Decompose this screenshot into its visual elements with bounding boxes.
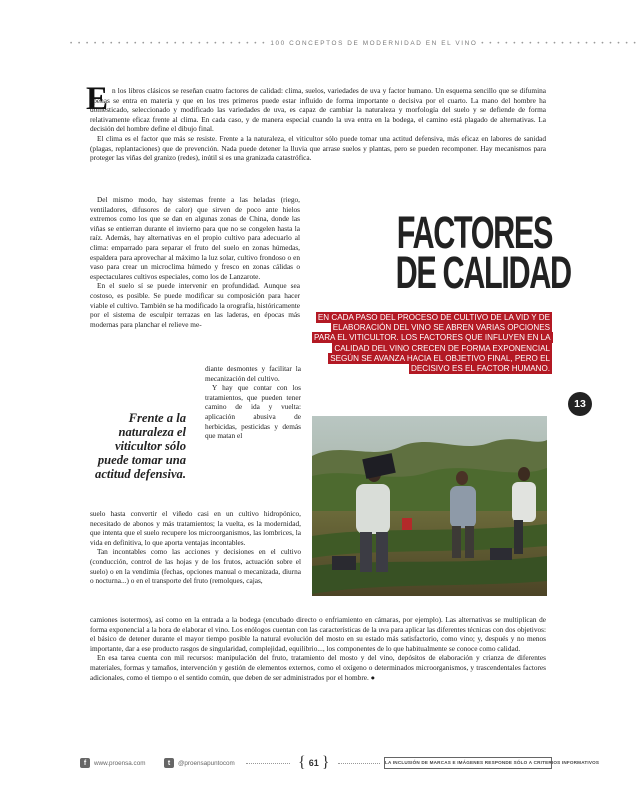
left-column bbox=[90, 195, 300, 329]
brace-right-icon: } bbox=[321, 754, 330, 771]
header-section: 100 CONCEPTOS DE MODERNIDAD EN EL VINO bbox=[270, 40, 478, 47]
facebook-icon: f bbox=[80, 758, 90, 768]
twitter-icon: t bbox=[164, 758, 174, 768]
intro-text bbox=[90, 86, 546, 163]
twitter-link[interactable] bbox=[164, 758, 235, 768]
header-dots: • • • • • • • • • • • • • • • • • • • • • • • • • bbox=[70, 40, 271, 47]
page-number-value: 61 bbox=[308, 758, 319, 768]
closing-text bbox=[90, 615, 546, 682]
closing-paragraph-1: camiones isotermos), así como en la entrada a la bodega (encubado directo o enfriamiento en cámaras, por ejemplo). Las alternativas se multiplican de forma exponencial a la hora de elaborar el vino. Los enólogos cuentan con las características de la uva para aplicar las diferentes técnicas con dos objetivos: el básico de detener durante el mayor tiempo posible la natural evolución del mosto en su estado más satisfactorio, como vino; y, después y no menos importante, dar a ese producto rasgos de singularidad, complejidad, equilibrio..., los componentes de lo que habitualmente se conoce como calidad. bbox=[90, 615, 546, 653]
closing-paragraph-2 bbox=[90, 653, 546, 682]
intro-paragraph-1: n los libros clásicos se reseñan cuatro factores de calidad: clima, suelos, variedades de uva y factor humano. Un esquema sencillo que se difumina apenas se entra en materia y que en los tres primeros puede estar influido de forma importante o decisiva por el cuarto. La mano del hombre ha domesticado, seleccionado y modificado las variedades de uva, es capaz de cambiar la naturaleza y morfología del suelo y se defiende de forma relativamente eficaz frente al clima. En cada caso, y de manera especial cuando la uva entra en la bodega, el camino está plagado de alternativas. La decisión del hombre define el dibujo final. bbox=[90, 86, 546, 134]
footer-rule-left bbox=[246, 763, 290, 764]
title-line-1: FACTORES bbox=[396, 207, 552, 258]
intro-paragraph-2: El clima es el factor que más se resiste. Frente a la naturaleza, el viticultor sólo puede tomar una actitud defensiva, más eficaz en labores de sanidad (plagas, replantaciones) que de prevención. Nada puede detener la lluvia que arrase suelos y plantas, pero se pueden recomponer. Hay mecanismos para proteger las viñas del granizo (redes), inútil si es una granizada catastrófica. bbox=[90, 133, 546, 163]
article-subtitle bbox=[312, 313, 552, 374]
column-paragraph-3: Y hay que contar con los tratamientos, que pueden tener camino de ida y vuelta: aplicación abusiva de herbicidas, pesticidas y demás que matan el bbox=[205, 383, 301, 441]
title-line-2: DE CALIDAD bbox=[395, 247, 571, 298]
left-column-lower bbox=[90, 509, 301, 586]
footer-rule-right bbox=[338, 763, 380, 764]
column-paragraph-2: En el suelo sí se puede intervenir en profundidad. Aunque sea costoso, es posible. Se puede modificar su composición para hacer viable el cultivo. También se ha modificado la orografía, históricamente por el sistema de esculpir terrazas en las laderas, en épocas más modernas para planchar el relieve me- bbox=[90, 281, 300, 329]
running-header bbox=[70, 40, 638, 54]
column-paragraph-4: Tan incontables como las acciones y decisiones en el cultivo (conducción, control de las hojas y de los frutos, actuación sobre el suelo) o en la vendimia (fechas, opciones manual o mecanizada, diurna o nocturna...) o en el transporte del fruto (remolques, cajas, bbox=[90, 547, 301, 586]
closing-paragraph-2-text: En esa tarea cuenta con mil recursos: manipulación del fruto, tratamiento del mosto y del vino, depósitos de elaboración y crianza de diferentes materiales, formas y tamaños, intervención y gestión de elementos externos, como el oxígeno o determinados microorganismos, y trascendentales factores adicionales, como el tiempo o el sentido común, que deben de ser administrados por el hombre. bbox=[90, 653, 546, 682]
column-paragraph-3c: suelo hasta convertir el viñedo casi en un cultivo hidropónico, necesitado de abonos y más tratamientos; la vuelta, es la modernidad, que intenta que el suelo recupere los microorganismos, las lombrices, la vida en definitiva, lo que aporta ventajas incontables. bbox=[90, 509, 301, 547]
drop-cap: E bbox=[86, 81, 109, 117]
end-mark-icon: ● bbox=[370, 672, 376, 682]
page-footer bbox=[80, 754, 600, 773]
narrow-column bbox=[205, 364, 301, 441]
article-title bbox=[395, 207, 571, 298]
disclaimer: LA INCLUSIÓN DE MARCAS E IMÁGENES RESPONDE SÓLO A CRITERIOS INFORMATIVOS bbox=[384, 757, 552, 769]
header-dots-right: • • • • • • • • • • • • • • • • • • • • bbox=[477, 40, 638, 47]
facebook-url: www.proensa.com bbox=[94, 759, 146, 767]
twitter-handle: @proensapuntocom bbox=[178, 759, 235, 767]
photo-illustration bbox=[312, 416, 547, 596]
column-paragraph-2b: diante desmontes y facilitar la mecanización del cultivo. bbox=[205, 364, 301, 383]
subtitle-text: EN CADA PASO DEL PROCESO DE CULTIVO DE LA VID Y DE ELABORACIÓN DEL VINO SE ABREN VARIAS OPCIONES PARA EL VITICULTOR. LOS FACTORES QUE INFLUYEN EN LA CALIDAD DEL VINO CRECEN DE FORMA EXPONENCIAL SEGÚN SE AVANZA HACIA EL OBJETIVO FINAL, PERO EL DECISIVO ES EL FACTOR HUMANO. bbox=[314, 313, 551, 374]
vineyard-harvest-photo bbox=[312, 416, 547, 596]
brace-left-icon: { bbox=[298, 754, 306, 771]
facebook-link[interactable] bbox=[80, 758, 145, 768]
column-paragraph-1: Del mismo modo, hay sistemas frente a las heladas (riego, ventiladores, difusores de calor) que sirven de poco ante hielos extremos como los que se dan en algunas zonas de China, donde las viñas se entierran durante el invierno para que no se congelen hasta la raíz. Además, hay alternativas en el propio cultivo para adecuarlo al clima: emparrado para separar el fruto del suelo en zonas húmedas, espaldera para aprovechar al máximo la luz solar, cultivo frondoso o en vaso para crear un microclima húmedo y fresco en zonas cálidas o espectaculares cultivos especiales, como los de Lanzarote. bbox=[90, 195, 300, 281]
concept-number-badge: 13 bbox=[568, 392, 592, 416]
pull-quote: Frente a la naturaleza el viticultor sólo puede tomar una actitud defensiva. bbox=[95, 411, 186, 481]
page-number bbox=[295, 755, 332, 771]
